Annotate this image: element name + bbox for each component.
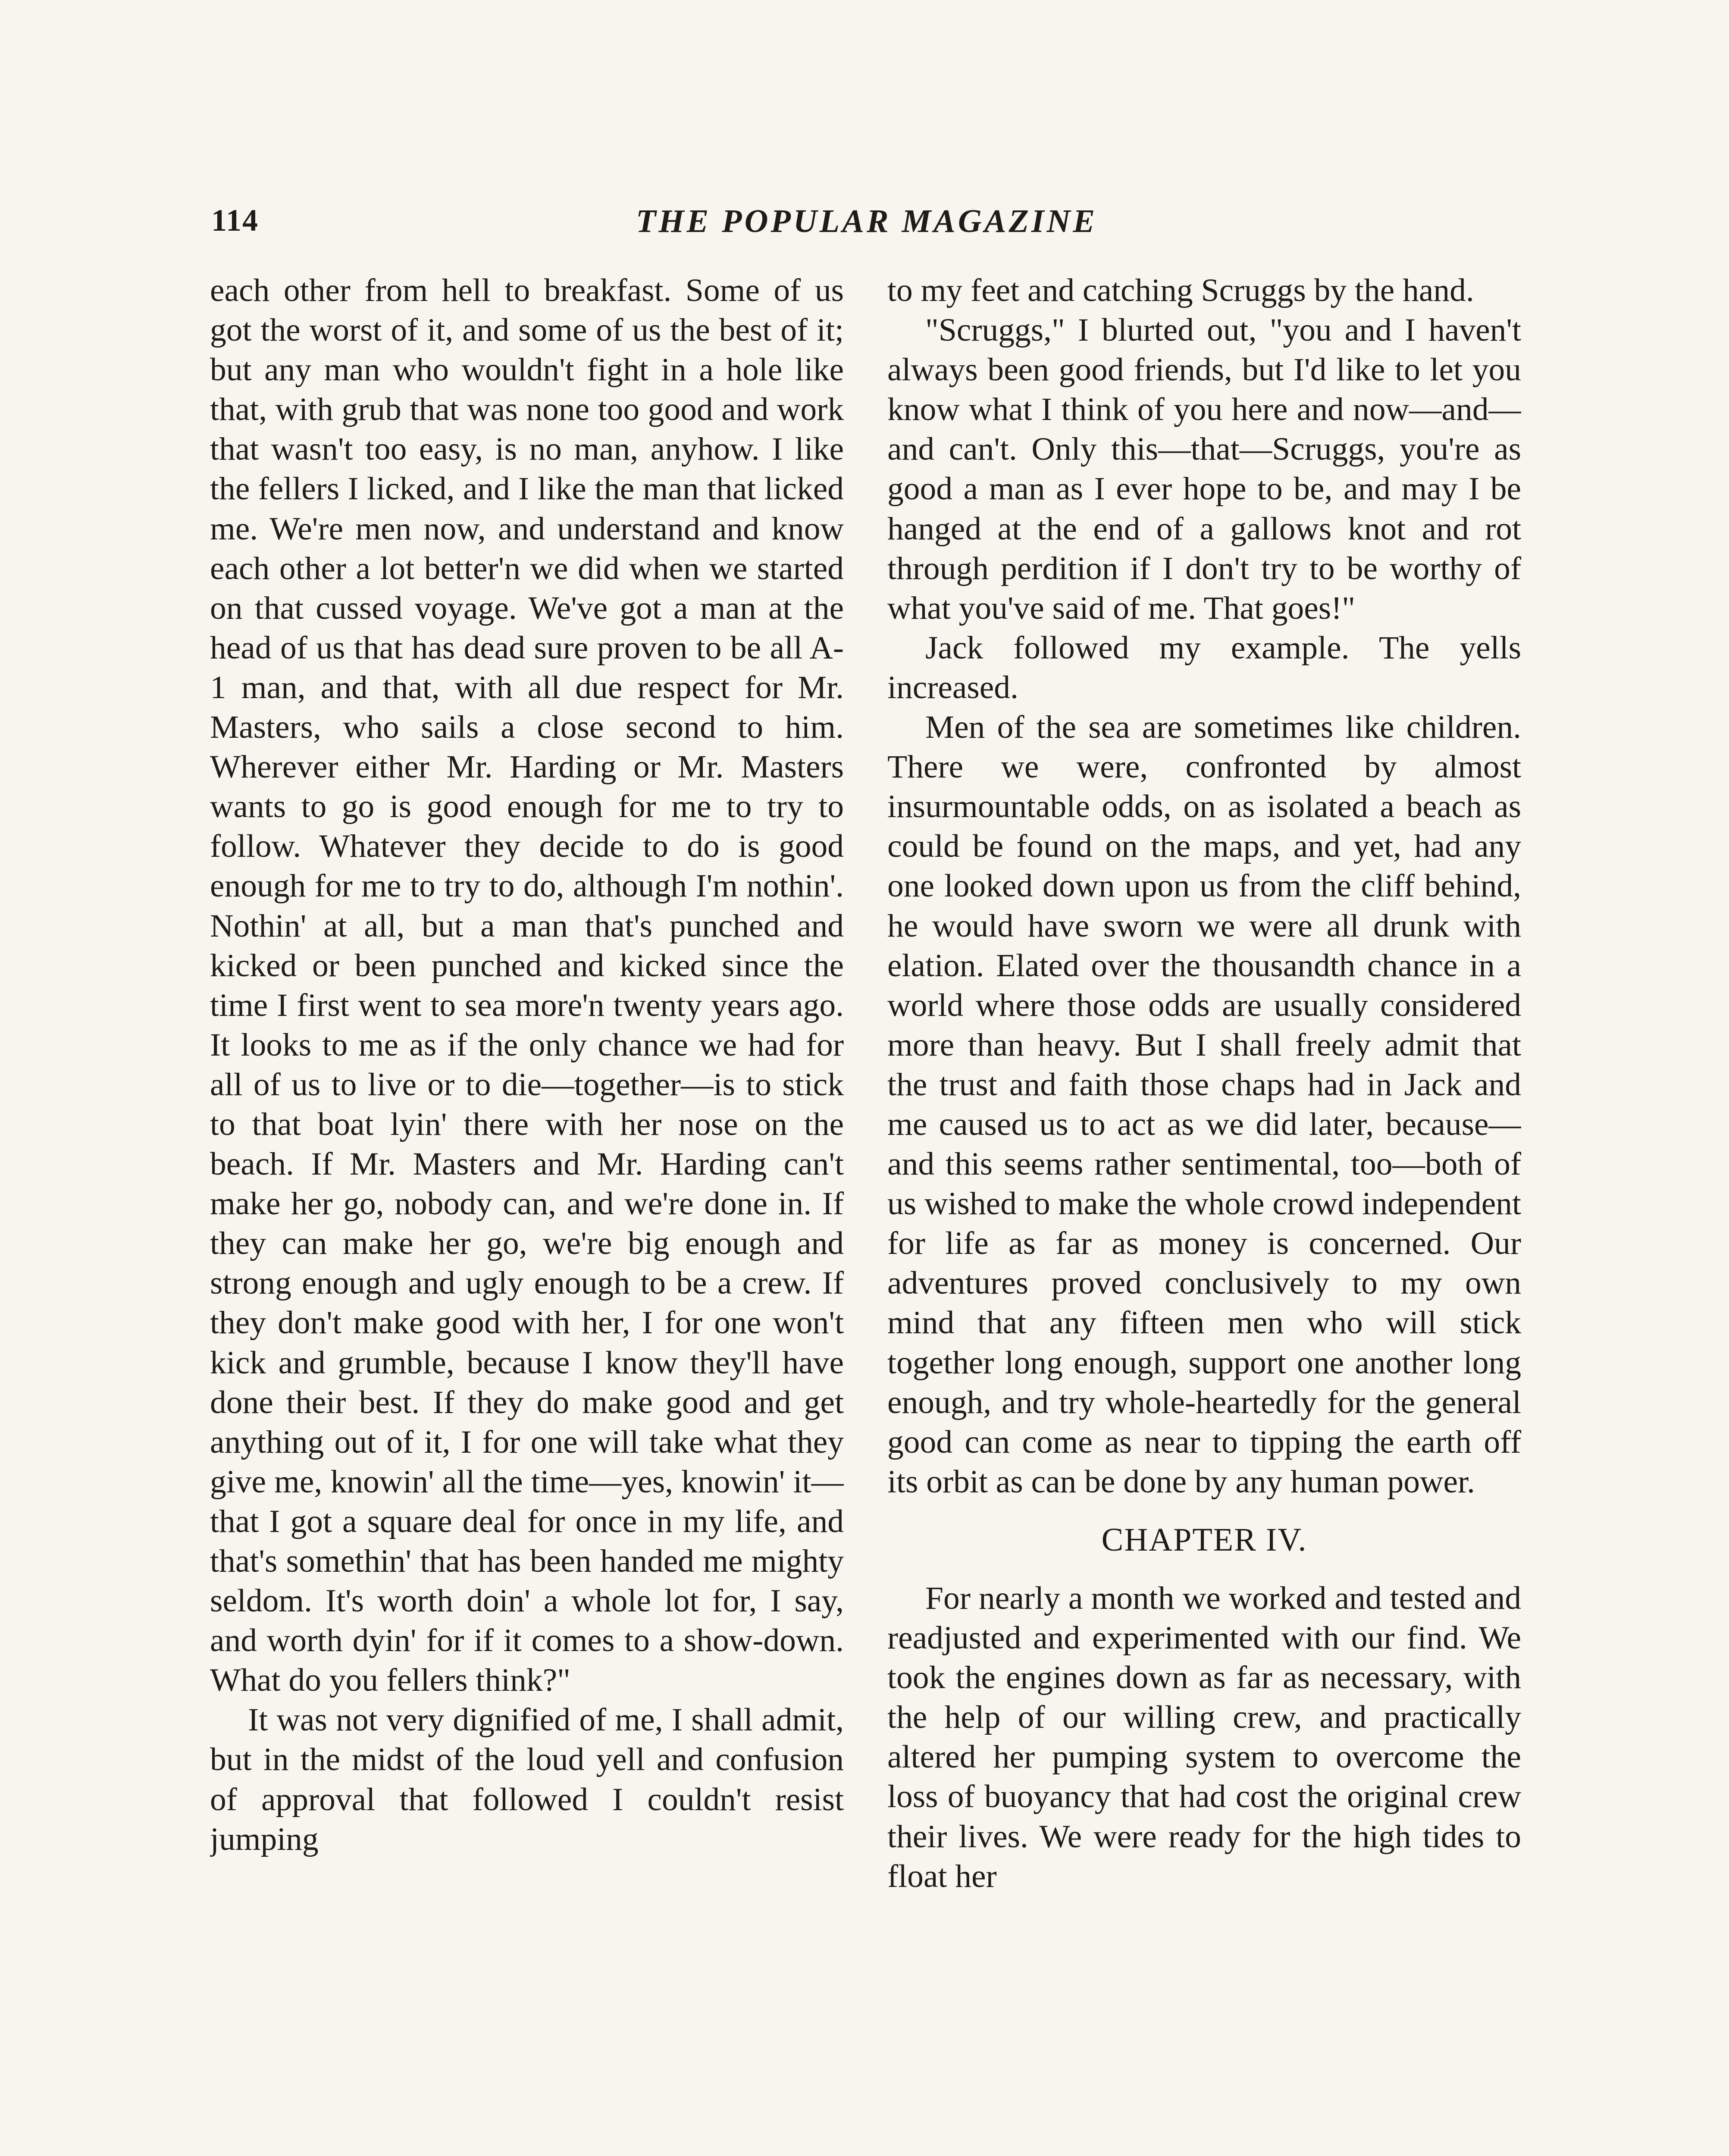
paragraph: each other from hell to breakfast. Some of us got the worst of it, and some of us the best of it; but any man who wouldn't fight in a hole like that, with grub that was none too good and work that wasn't too easy, is no man, anyhow. I like the fellers I licked, and I like the man that licked me. We're men now, and understand and know each other a lot better'n we did when we started on that cussed voyage. We've got a man at the head of us that has dead sure proven to be all A-1 man, and that, with all due respect for Mr. Masters, who sails a close second to him. Wherever either Mr. Harding or Mr. Masters wants to go is good enough for me to try to follow. Whatever they decide to do is good enough for me to try to do, although I'm nothin'. Nothin' at all, but a man that's punched and kicked or been punched and kicked since the time I first went to sea more'n twenty years ago. It looks to me as if the only chance we had for all of us to live or to die—together—is to stick to that boat lyin' there with her nose on the beach. If Mr. Masters and Mr. Harding can't make her go, nobody can, and we're done in. If they can make her go, we're big enough and strong enough and ugly enough to be a crew. If they don't make good with her, I for one won't kick and grumble, because I know they'll have done their best. If they do make good and get anything out of it, I for one will take what they give me, knowin' all the time—yes, knowin' it—that I got a square deal for once in my life, and that's somethin' that has been handed me mighty seldom. It's worth doin' a whole lot for, I say, and worth dyin' for if it comes to a show-down. What do you fellers think?" [210,273,844,1698]
right-column [887,271,1521,2156]
chapter-heading: CHAPTER IV. [1101,1521,1307,1558]
running-title: THE POPULAR MAGAZINE [636,203,1098,239]
paragraph: For nearly a month we worked and tested and readjusted and experimented with our find. We took the engines down as far as necessary, with the help of our willing crew, and practically altered her pumping system to overcome the loss of buoyancy that had cost the original crew their lives. We were ready for the high tides to float her [887,1580,1521,1894]
paragraph: to my feet and catching Scruggs by the hand. [887,273,1474,308]
page-header [211,203,1522,241]
paragraph: Jack followed my example. The yells increased. [887,630,1521,705]
paragraph: "Scruggs," I blurted out, "you and I haven't always been good friends, but I'd like to let you know what I think of you here and now—and—and can't. Only this—that—Scruggs, you're as good a man as I ever hope to be, and may I be hanged at the end of a gallows knot and rot through perdition if I don't try to be worthy of what you've said of me. That goes!" [887,312,1521,626]
left-column [210,271,844,2156]
page-number: 114 [211,203,259,238]
paragraph: It was not very dignified of me, I shall admit, but in the midst of the loud yell and confusion of approval that followed I couldn't resist jumping [210,1702,844,1857]
paragraph: Men of the sea are sometimes like children. There we were, confronted by almost insurmountable odds, on as isolated a beach as could be found on the maps, and yet, had any one looked down upon us from the cliff behind, he would have sworn we were all drunk with elation. Elated over the thousandth chance in a world where those odds are usually considered more than heavy. But I shall freely admit that the trust and faith those chaps had in Jack and me caused us to act as we did later, because—and this seems rather sentimental, too—both of us wished to make the whole crowd independent for life as far as money is concerned. Our adventures proved conclusively to my own mind that any fifteen men who will stick together long enough, support one another long enough, and try whole-heartedly for the general good can come as near to tipping the earth off its orbit as can be done by any human power. [887,709,1521,1500]
